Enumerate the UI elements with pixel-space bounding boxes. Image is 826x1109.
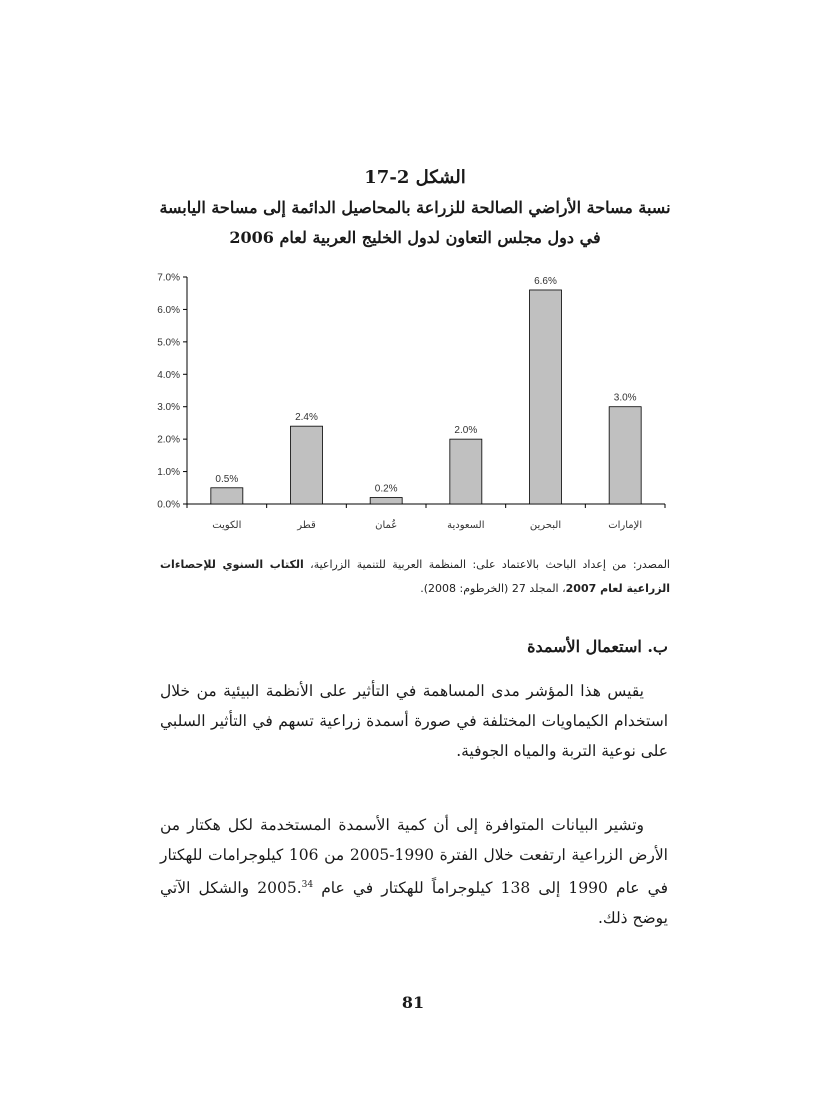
page-number: 81 (401, 993, 425, 1012)
bar-value-label: 3.0% (613, 392, 637, 404)
y-tick-label: 0.0% (157, 499, 180, 511)
y-tick-label: 1.0% (157, 467, 180, 479)
source-note (160, 553, 670, 601)
x-tick-label: قطر (297, 520, 316, 531)
bar (370, 498, 402, 504)
x-tick-label: الكويت (212, 520, 242, 531)
bar (530, 290, 562, 504)
bar (291, 426, 323, 504)
bar (450, 439, 482, 504)
bar-chart (140, 262, 680, 542)
y-tick-label: 5.0% (157, 337, 180, 349)
source-suffix: ، المجلد 27 (الخرطوم: 2008). (420, 582, 566, 595)
x-tick-label: السعودية (447, 520, 485, 531)
y-tick-label: 6.0% (157, 304, 180, 316)
paragraph-2-text: وتشير البيانات المتوافرة إلى أن كمية الأسمدة المستخدمة لكل هكتار من الأرض الزراعية ارتفعت خلال الفترة 1990-2005 من 106 كيلوجرامات للهكتار في عام 1990 إلى 138 كيلوجراماً للهكتار في عام 2005. (160, 816, 668, 898)
figure-caption-line2: في دول مجلس التعاون لدول الخليج العربية لعام 2006 (229, 228, 601, 247)
body-paragraph-2 (160, 810, 668, 933)
bar-value-label: 2.0% (454, 425, 478, 437)
x-tick-label: البحرين (529, 520, 562, 531)
bar-value-label: 6.6% (534, 275, 557, 287)
y-tick-label: 7.0% (157, 272, 180, 284)
x-tick-label: الإمارات (608, 520, 643, 531)
figure-caption-line1: نسبة مساحة الأراضي الصالحة للزراعة بالمحاصيل الدائمة إلى مساحة اليابسة (159, 198, 671, 217)
bar (211, 488, 243, 504)
bar-value-label: 0.5% (215, 473, 239, 485)
x-tick-label: عُمان (375, 520, 398, 531)
bar (609, 407, 641, 504)
bar-value-label: 0.2% (374, 483, 398, 495)
footnote-reference: 34 (301, 880, 314, 890)
figure-number: الشكل 2-17 (364, 167, 466, 188)
paragraph-2-end: والشكل الآتي يوضح ذلك. (160, 879, 668, 928)
y-tick-label: 3.0% (157, 402, 180, 414)
source-prefix: المصدر: من إعداد الباحث بالاعتماد على: المنظمة العربية للتنمية الزراعية، (303, 558, 670, 571)
bar-value-label: 2.4% (295, 412, 318, 424)
source-book-title: الكتاب السنوي للإحصاءات الزراعية لعام 2007 (160, 558, 670, 595)
section-heading: ب. استعمال الأسمدة (527, 637, 668, 656)
y-tick-label: 2.0% (157, 434, 180, 446)
body-paragraph-1: يقيس هذا المؤشر مدى المساهمة في التأثير على الأنظمة البيئية من خلال استخدام الكيماويات المختلفة في صورة أسمدة زراعية تسهم في التأثير السلبي على نوعية التربة والمياه الجوفية. (160, 682, 668, 760)
y-tick-label: 4.0% (157, 369, 180, 381)
figure-title (150, 163, 680, 253)
